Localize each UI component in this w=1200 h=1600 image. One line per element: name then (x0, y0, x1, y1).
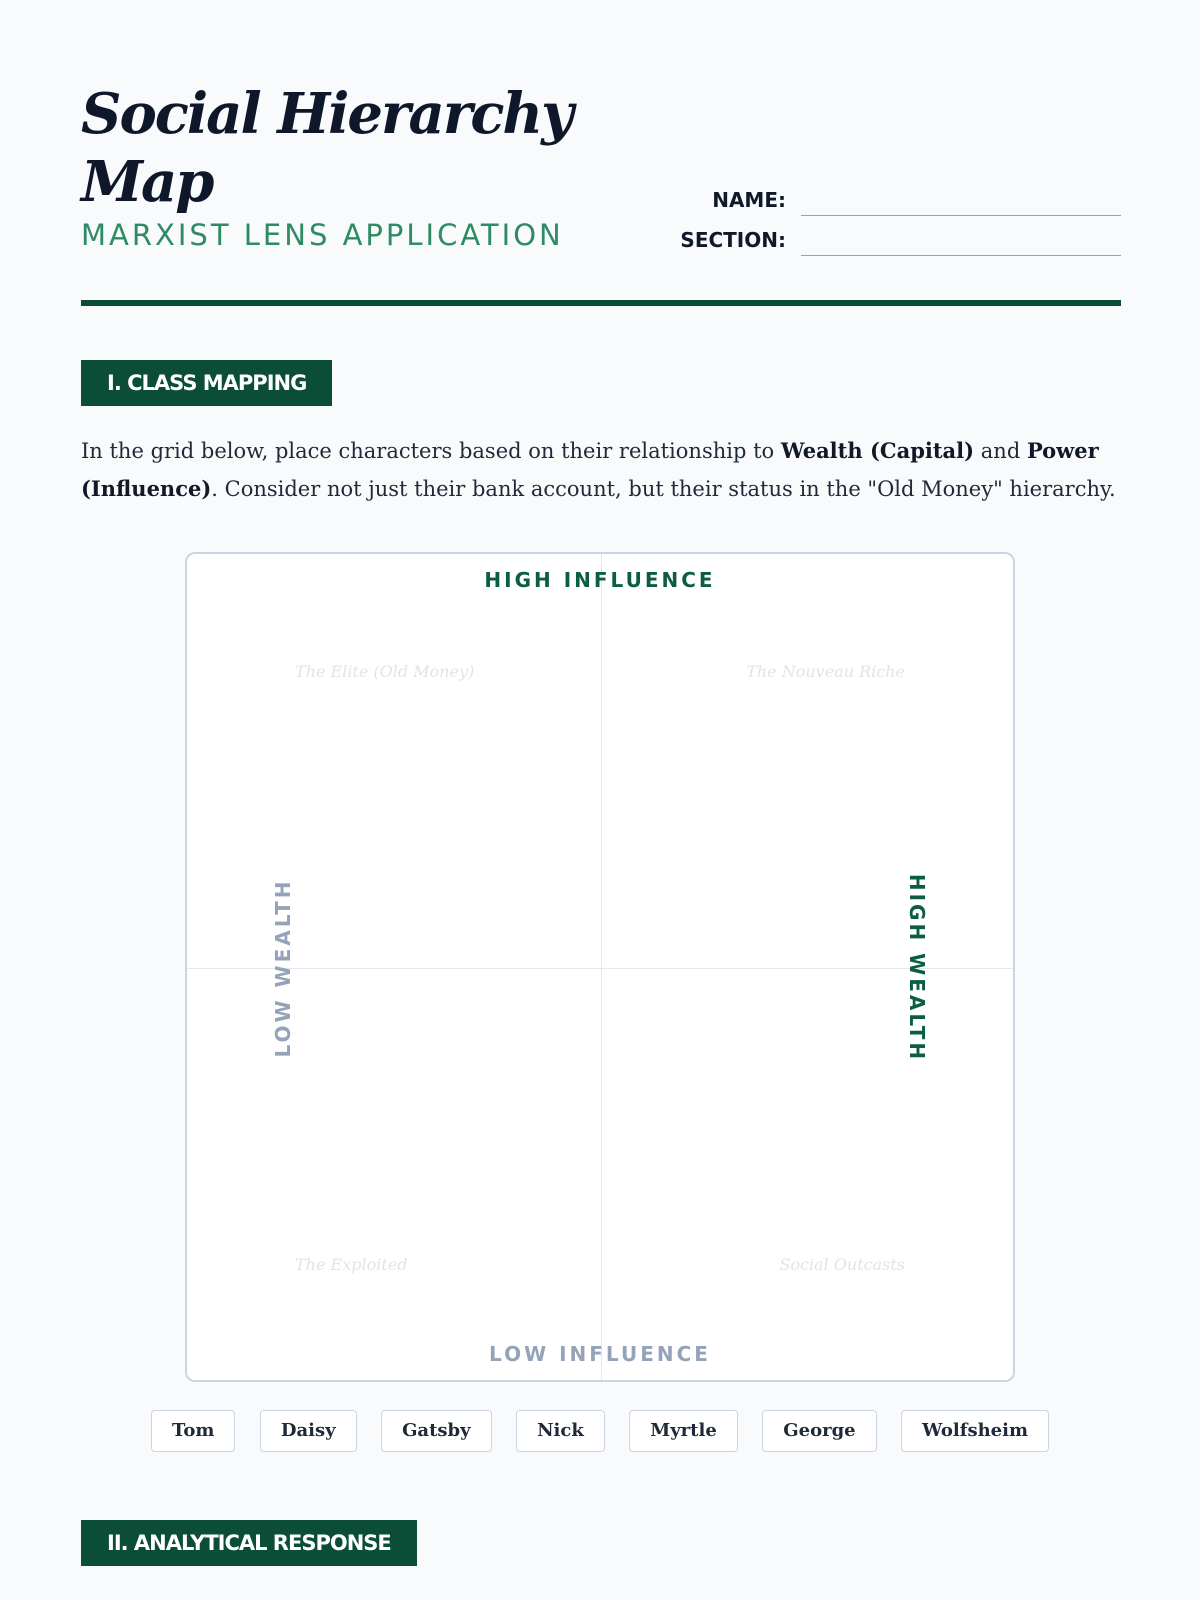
name-field (640, 182, 1120, 216)
quadrant-label-social-outcasts: Social Outcasts (779, 1255, 905, 1274)
axis-label-high-influence: HIGH INFLUENCE (484, 568, 716, 592)
quadrant-label-elite: The Elite (Old Money) (295, 662, 475, 681)
instructions-text-1: In the grid below, place characters based on their relationship to (81, 439, 781, 463)
section-class-mapping-header: I. CLASS MAPPING (81, 360, 332, 406)
class-mapping-grid[interactable] (185, 552, 1015, 1382)
character-chip-wolfsheim[interactable]: Wolfsheim (901, 1410, 1049, 1452)
section-analytical-response-header: II. ANALYTICAL RESPONSE (81, 1520, 417, 1566)
header-divider (81, 300, 1121, 306)
instructions-text-3: . Consider not just their bank account, but their status in the "Old Money" hierarchy. (211, 477, 1116, 501)
quadrant-label-exploited: The Exploited (295, 1255, 408, 1274)
page-subtitle: MARXIST LENS APPLICATION (81, 218, 564, 252)
character-chip-row (151, 1410, 1049, 1454)
instructions-power-term: Power (Influence) (81, 438, 1099, 501)
axis-label-low-wealth: LOW WEALTH (271, 878, 295, 1058)
section-input-line[interactable] (801, 255, 1121, 256)
quadrant-label-nouveau-riche: The Nouveau Riche (746, 662, 905, 681)
section-label: SECTION: (680, 228, 786, 252)
instructions-text-2: and (974, 439, 1027, 463)
name-label: NAME: (712, 188, 786, 212)
character-chip-george[interactable]: George (762, 1410, 876, 1452)
page-title: Social Hierarchy Map (81, 81, 572, 215)
name-input-line[interactable] (801, 215, 1121, 216)
grid-vertical-divider (601, 554, 602, 1380)
section-field (640, 222, 1120, 256)
character-chip-myrtle[interactable]: Myrtle (629, 1410, 737, 1452)
axis-label-high-wealth: HIGH WEALTH (905, 873, 929, 1063)
mapping-instructions (81, 432, 1121, 508)
axis-label-low-influence: LOW INFLUENCE (489, 1342, 711, 1366)
character-chip-tom[interactable]: Tom (151, 1410, 235, 1452)
instructions-wealth-term: Wealth (Capital) (780, 438, 975, 463)
grid-horizontal-divider (187, 968, 1013, 969)
character-chip-gatsby[interactable]: Gatsby (381, 1410, 492, 1452)
character-chip-daisy[interactable]: Daisy (260, 1410, 357, 1452)
character-chip-nick[interactable]: Nick (516, 1410, 605, 1452)
